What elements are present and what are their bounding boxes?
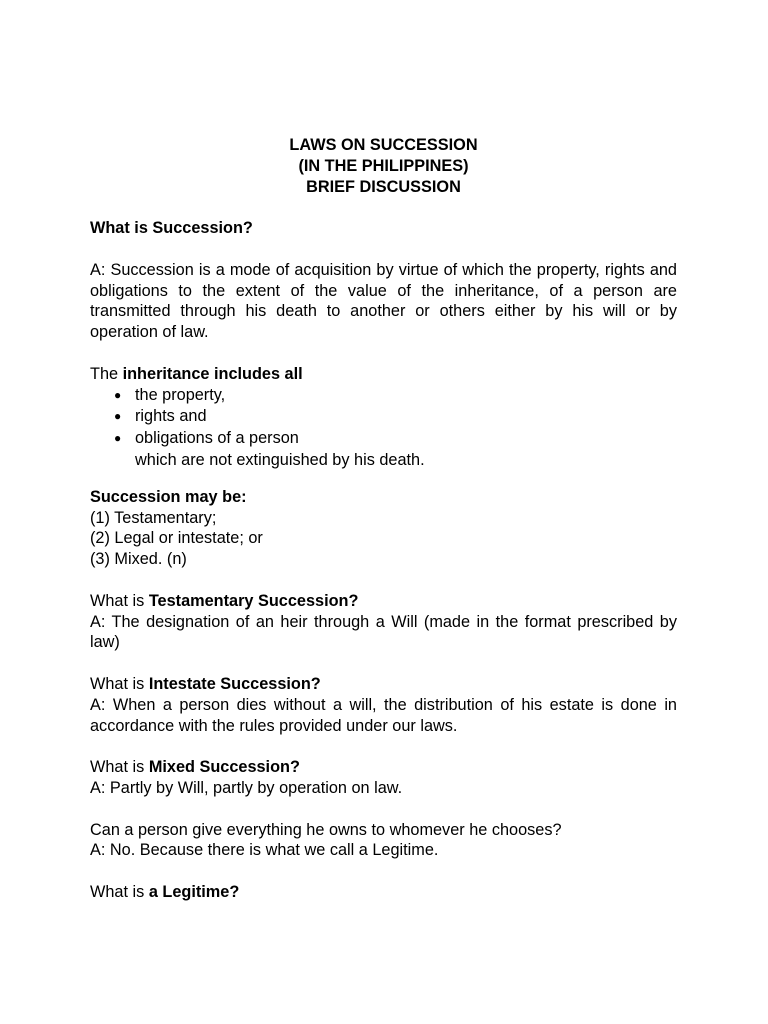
title-line-2: (IN THE PHILIPPINES): [298, 156, 469, 175]
question-give-everything: Can a person give everything he owns to whomever he chooses?: [90, 820, 562, 839]
question-bold: a Legitime?: [148, 882, 240, 901]
list-item-text: the property,: [135, 385, 226, 404]
inheritance-list: [90, 385, 677, 450]
question-testamentary: [90, 591, 677, 612]
document-body: [90, 135, 677, 903]
kinds-heading: Succession may be:: [90, 487, 247, 506]
question-bold: Intestate Succession?: [148, 674, 321, 693]
question-legitime: [90, 882, 677, 903]
question-plain: What is: [90, 882, 149, 901]
bullet-icon: ●: [114, 431, 122, 446]
list-item: [90, 428, 677, 450]
list-item: [90, 406, 677, 428]
question-bold: Mixed Succession?: [148, 758, 300, 777]
question-plain: What is: [90, 674, 149, 693]
list-item-text: rights and: [135, 407, 207, 426]
title-line-3: BRIEF DISCUSSION: [306, 177, 461, 196]
question-plain: What is: [90, 591, 149, 610]
answer-mixed: A: Partly by Will, partly by operation on law.: [90, 778, 403, 797]
question-bold: Testamentary Succession?: [148, 591, 359, 610]
answer-give-everything: A: No. Because there is what we call a Legitime.: [90, 841, 439, 860]
answer-intestate: A: When a person dies without a will, the distribution of his estate is done in accordance with the rules provided under our laws.: [90, 695, 677, 735]
question-plain: What is: [90, 758, 149, 777]
inheritance-intro: [90, 364, 677, 385]
kinds-item-2: (2) Legal or intestate; or: [90, 529, 263, 548]
question-mixed: [90, 757, 677, 778]
inheritance-intro-plain: The: [90, 364, 123, 383]
bullet-icon: ●: [114, 409, 122, 424]
kinds-item-1: (1) Testamentary;: [90, 508, 217, 527]
question-what-is-succession: What is Succession?: [90, 219, 253, 238]
inheritance-intro-bold: inheritance includes all: [122, 364, 303, 383]
list-item: [90, 385, 677, 407]
list-item-text: obligations of a person: [135, 429, 299, 448]
kinds-item-3: (3) Mixed. (n): [90, 550, 187, 569]
inheritance-continuation: which are not extinguished by his death.: [135, 450, 425, 469]
bullet-icon: ●: [114, 387, 122, 402]
answer-testamentary: A: The designation of an heir through a Will (made in the format prescribed by law): [90, 612, 677, 652]
document-title: [90, 135, 677, 197]
title-line-1: LAWS ON SUCCESSION: [289, 136, 478, 154]
question-intestate: [90, 674, 677, 695]
answer-what-is-succession: A: Succession is a mode of acquisition by virtue of which the property, rights and obligations to the extent of the value of the inheritance, of a person are transmitted through his death to another or others either by his will or by operation of law.: [90, 260, 677, 342]
